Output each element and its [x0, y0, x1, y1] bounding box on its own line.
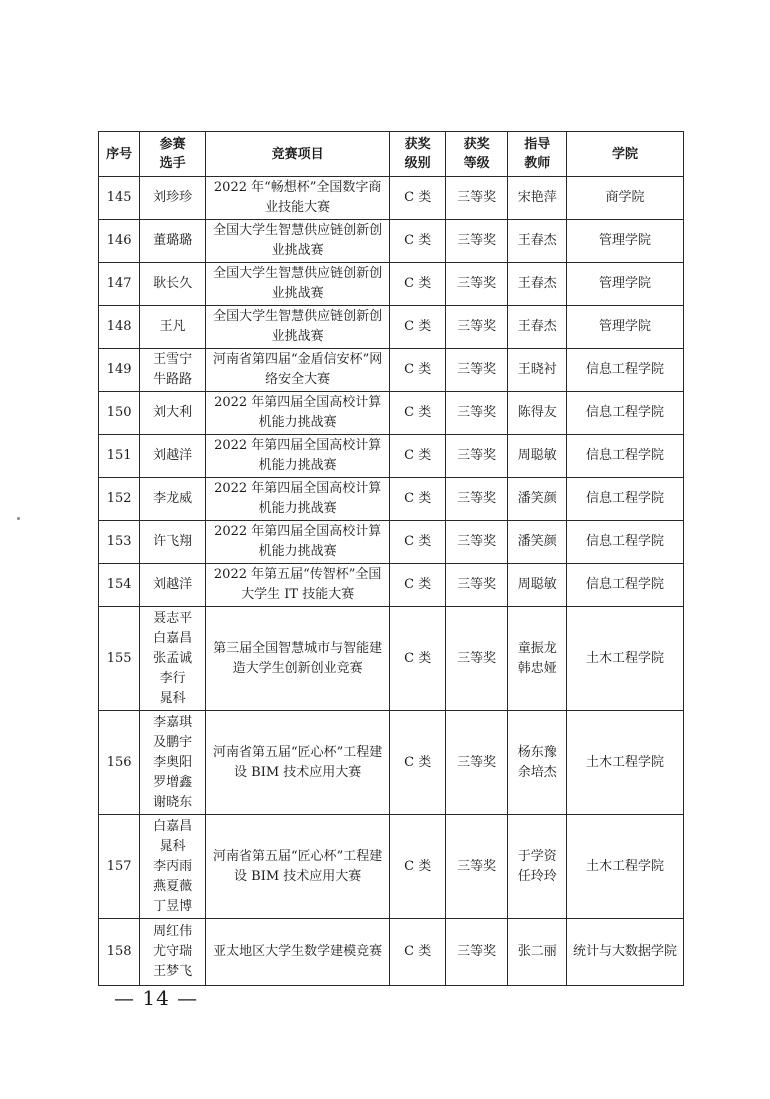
cell-competition: 全国大学生智慧供应链创新创业挑战赛	[205, 306, 390, 349]
cell-grade: 三等奖	[445, 919, 508, 986]
cell-participants: 董璐璐	[140, 220, 206, 263]
cell-college: 管理学院	[566, 306, 683, 349]
cell-competition: 2022 年第五届“传智杯”全国大学生 IT 技能大赛	[205, 564, 390, 607]
cell-level: C 类	[390, 263, 445, 306]
cell-college: 土木工程学院	[566, 711, 683, 815]
cell-college: 土木工程学院	[566, 815, 683, 919]
cell-advisor: 杨东豫 余培杰	[508, 711, 567, 815]
cell-grade: 三等奖	[445, 392, 508, 435]
cell-advisor: 王春杰	[508, 220, 567, 263]
cell-advisor: 王晓衬	[508, 349, 567, 392]
header-grade: 获奖 等级	[445, 132, 508, 177]
table-row	[99, 177, 684, 220]
cell-level: C 类	[390, 349, 445, 392]
cell-competition: 全国大学生智慧供应链创新创业挑战赛	[205, 263, 390, 306]
cell-level: C 类	[390, 220, 445, 263]
cell-grade: 三等奖	[445, 306, 508, 349]
cell-level: C 类	[390, 306, 445, 349]
cell-college: 管理学院	[566, 220, 683, 263]
header-participants: 参赛 选手	[140, 132, 206, 177]
cell-competition: 2022 年第四届全国高校计算机能力挑战赛	[205, 521, 390, 564]
cell-advisor: 王春杰	[508, 263, 567, 306]
cell-participants: 王雪宁 牛路路	[140, 349, 206, 392]
cell-college: 土木工程学院	[566, 607, 683, 711]
cell-competition: 2022 年第四届全国高校计算机能力挑战赛	[205, 478, 390, 521]
cell-advisor: 周聪敏	[508, 435, 567, 478]
cell-grade: 三等奖	[445, 220, 508, 263]
table-row	[99, 435, 684, 478]
cell-advisor: 宋艳萍	[508, 177, 567, 220]
cell-competition: 第三届全国智慧城市与智能建造大学生创新创业竞赛	[205, 607, 390, 711]
header-competition: 竞赛项目	[205, 132, 390, 177]
cell-no: 146	[99, 220, 140, 263]
cell-no: 153	[99, 521, 140, 564]
table-row	[99, 521, 684, 564]
header-level: 获奖 级别	[390, 132, 445, 177]
cell-grade: 三等奖	[445, 263, 508, 306]
table-row	[99, 607, 684, 711]
cell-grade: 三等奖	[445, 607, 508, 711]
cell-college: 商学院	[566, 177, 683, 220]
cell-no: 149	[99, 349, 140, 392]
cell-grade: 三等奖	[445, 435, 508, 478]
cell-participants: 刘大利	[140, 392, 206, 435]
table-row	[99, 306, 684, 349]
cell-college: 信息工程学院	[566, 349, 683, 392]
cell-advisor: 张二丽	[508, 919, 567, 986]
cell-no: 150	[99, 392, 140, 435]
cell-competition: 河南省第五届“匠心杯”工程建设 BIM 技术应用大赛	[205, 711, 390, 815]
cell-level: C 类	[390, 564, 445, 607]
cell-competition: 全国大学生智慧供应链创新创业挑战赛	[205, 220, 390, 263]
cell-no: 156	[99, 711, 140, 815]
cell-no: 152	[99, 478, 140, 521]
cell-no: 157	[99, 815, 140, 919]
cell-no: 148	[99, 306, 140, 349]
cell-competition: 亚太地区大学生数学建模竞赛	[205, 919, 390, 986]
cell-college: 管理学院	[566, 263, 683, 306]
page-number: — 14 —	[114, 986, 199, 1010]
table-row	[99, 564, 684, 607]
cell-grade: 三等奖	[445, 349, 508, 392]
table-row	[99, 349, 684, 392]
cell-grade: 三等奖	[445, 815, 508, 919]
cell-no: 151	[99, 435, 140, 478]
cell-participants: 李嘉琪 及鹏宇 李奥阳 罗增鑫 谢晓东	[140, 711, 206, 815]
cell-no: 147	[99, 263, 140, 306]
cell-college: 信息工程学院	[566, 478, 683, 521]
cell-college: 信息工程学院	[566, 521, 683, 564]
cell-advisor: 陈得友	[508, 392, 567, 435]
cell-advisor: 王春杰	[508, 306, 567, 349]
cell-participants: 许飞翔	[140, 521, 206, 564]
cell-grade: 三等奖	[445, 177, 508, 220]
table-row	[99, 220, 684, 263]
table-header-row	[99, 132, 684, 177]
cell-participants: 周红伟 尤守瑞 王梦飞	[140, 919, 206, 986]
cell-grade: 三等奖	[445, 564, 508, 607]
cell-participants: 耿长久	[140, 263, 206, 306]
cell-grade: 三等奖	[445, 521, 508, 564]
cell-competition: 2022 年第四届全国高校计算机能力挑战赛	[205, 435, 390, 478]
cell-participants: 刘越洋	[140, 564, 206, 607]
cell-advisor: 周聪敏	[508, 564, 567, 607]
awards-table	[98, 131, 684, 986]
table-row	[99, 815, 684, 919]
cell-level: C 类	[390, 607, 445, 711]
cell-level: C 类	[390, 919, 445, 986]
cell-competition: 河南省第五届“匠心杯”工程建设 BIM 技术应用大赛	[205, 815, 390, 919]
cell-level: C 类	[390, 478, 445, 521]
cell-competition: 2022 年“畅想杯”全国数字商业技能大赛	[205, 177, 390, 220]
cell-level: C 类	[390, 177, 445, 220]
cell-level: C 类	[390, 711, 445, 815]
table-row	[99, 919, 684, 986]
cell-competition: 2022 年第四届全国高校计算机能力挑战赛	[205, 392, 390, 435]
cell-advisor: 潘笑颜	[508, 521, 567, 564]
table-row	[99, 478, 684, 521]
cell-no: 145	[99, 177, 140, 220]
cell-college: 信息工程学院	[566, 564, 683, 607]
table-row	[99, 392, 684, 435]
cell-advisor: 于学资 任玲玲	[508, 815, 567, 919]
header-no: 序号	[99, 132, 140, 177]
cell-advisor: 童振龙 韩忠娅	[508, 607, 567, 711]
cell-no: 155	[99, 607, 140, 711]
table-row	[99, 711, 684, 815]
cell-level: C 类	[390, 521, 445, 564]
cell-grade: 三等奖	[445, 711, 508, 815]
header-advisor: 指导 教师	[508, 132, 567, 177]
cell-participants: 刘珍珍	[140, 177, 206, 220]
cell-no: 158	[99, 919, 140, 986]
cell-participants: 李龙威	[140, 478, 206, 521]
cell-advisor: 潘笑颜	[508, 478, 567, 521]
cell-competition: 河南省第四届“金盾信安杯”网络安全大赛	[205, 349, 390, 392]
cell-participants: 聂志平 白嘉昌 张孟诚 李行 晁科	[140, 607, 206, 711]
cell-participants: 刘越洋	[140, 435, 206, 478]
cell-college: 信息工程学院	[566, 435, 683, 478]
cell-level: C 类	[390, 815, 445, 919]
cell-level: C 类	[390, 392, 445, 435]
cell-college: 信息工程学院	[566, 392, 683, 435]
cell-grade: 三等奖	[445, 478, 508, 521]
header-college: 学院	[566, 132, 683, 177]
cell-participants: 王凡	[140, 306, 206, 349]
cell-college: 统计与大数据学院	[566, 919, 683, 986]
cell-participants: 白嘉昌 晁科 李丙雨 燕夏薇 丁昱博	[140, 815, 206, 919]
table-row	[99, 263, 684, 306]
cell-level: C 类	[390, 435, 445, 478]
cell-no: 154	[99, 564, 140, 607]
scan-speck	[17, 517, 20, 520]
